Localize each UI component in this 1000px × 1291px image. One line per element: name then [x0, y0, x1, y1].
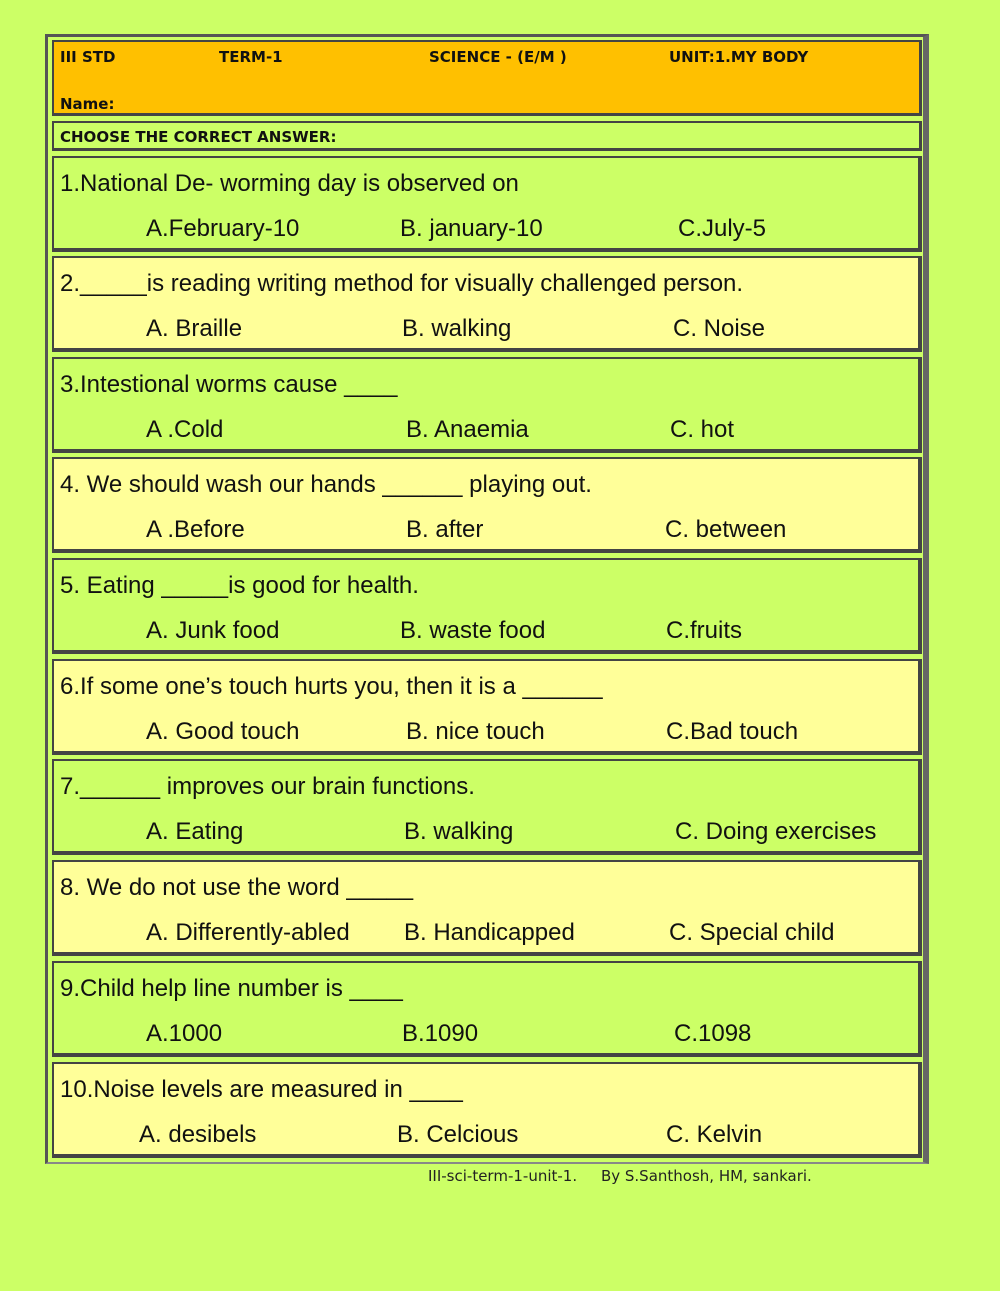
question-text: 1.National De- worming day is observed on	[60, 170, 519, 197]
question-3	[52, 357, 922, 453]
option-c[interactable]: C. Kelvin	[666, 1121, 763, 1148]
class-label: III STD	[60, 48, 116, 66]
option-a[interactable]: A. Good touch	[146, 718, 300, 745]
subject-label: SCIENCE - (E/M )	[429, 48, 567, 66]
question-8	[52, 860, 922, 956]
option-b[interactable]: B. walking	[402, 315, 512, 342]
question-text: 8. We do not use the word _____	[60, 874, 414, 901]
option-b[interactable]: B. nice touch	[406, 718, 545, 745]
option-c[interactable]: C.fruits	[666, 617, 743, 644]
question-4	[52, 457, 922, 553]
question-text: 7.______ improves our brain functions.	[60, 773, 475, 800]
option-c[interactable]: C. Noise	[673, 315, 766, 342]
option-a[interactable]: A. Junk food	[146, 617, 280, 644]
question-text: 10.Noise levels are measured in ____	[60, 1076, 463, 1103]
question-text: 3.Intestional worms cause ____	[60, 371, 398, 398]
option-c[interactable]: C. Doing exercises	[675, 818, 877, 845]
option-c[interactable]: C.1098	[674, 1020, 752, 1047]
question-2	[52, 256, 922, 352]
option-a[interactable]: A. Differently-abled	[146, 919, 350, 946]
question-7	[52, 759, 922, 855]
question-text: 5. Eating _____is good for health.	[60, 572, 419, 599]
option-b[interactable]: B. walking	[404, 818, 514, 845]
question-9	[52, 961, 922, 1057]
option-c[interactable]: C.Bad touch	[666, 718, 799, 745]
option-a[interactable]: A. Eating	[146, 818, 244, 845]
question-1	[52, 156, 922, 252]
option-a[interactable]: A.1000	[146, 1020, 223, 1047]
question-text: 6.If some one’s touch hurts you, then it is a ______	[60, 673, 603, 700]
question-6	[52, 659, 922, 755]
option-a[interactable]: A .Before	[146, 516, 245, 543]
option-b[interactable]: B. after	[406, 516, 484, 543]
option-c[interactable]: C. hot	[670, 416, 735, 443]
option-c[interactable]: C. between	[665, 516, 787, 543]
option-b[interactable]: B. Celcious	[397, 1121, 519, 1148]
option-a[interactable]: A .Cold	[146, 416, 224, 443]
worksheet-header	[52, 40, 922, 116]
option-b[interactable]: B. Handicapped	[404, 919, 575, 946]
option-b[interactable]: B. january-10	[400, 215, 543, 242]
question-text: 4. We should wash our hands ______ playing out.	[60, 471, 592, 498]
option-b[interactable]: B. waste food	[400, 617, 546, 644]
instruction: CHOOSE THE CORRECT ANSWER:	[52, 121, 922, 151]
option-a[interactable]: A. desibels	[139, 1121, 257, 1148]
question-text: 2._____is reading writing method for visually challenged person.	[60, 270, 744, 297]
option-a[interactable]: A.February-10	[146, 215, 300, 242]
footer-credit: III-sci-term-1-unit-1. By S.Santhosh, HM, sankari.	[428, 1167, 812, 1185]
question-5	[52, 558, 922, 654]
option-b[interactable]: B. Anaemia	[406, 416, 529, 443]
option-c[interactable]: C. Special child	[669, 919, 835, 946]
option-c[interactable]: C.July-5	[678, 215, 767, 242]
question-text: 9.Child help line number is ____	[60, 975, 403, 1002]
unit-label: UNIT:1.MY BODY	[669, 48, 809, 66]
option-a[interactable]: A. Braille	[146, 315, 243, 342]
name-label: Name:	[60, 95, 115, 113]
option-b[interactable]: B.1090	[402, 1020, 479, 1047]
question-10	[52, 1062, 922, 1158]
term-label: TERM-1	[219, 48, 283, 66]
